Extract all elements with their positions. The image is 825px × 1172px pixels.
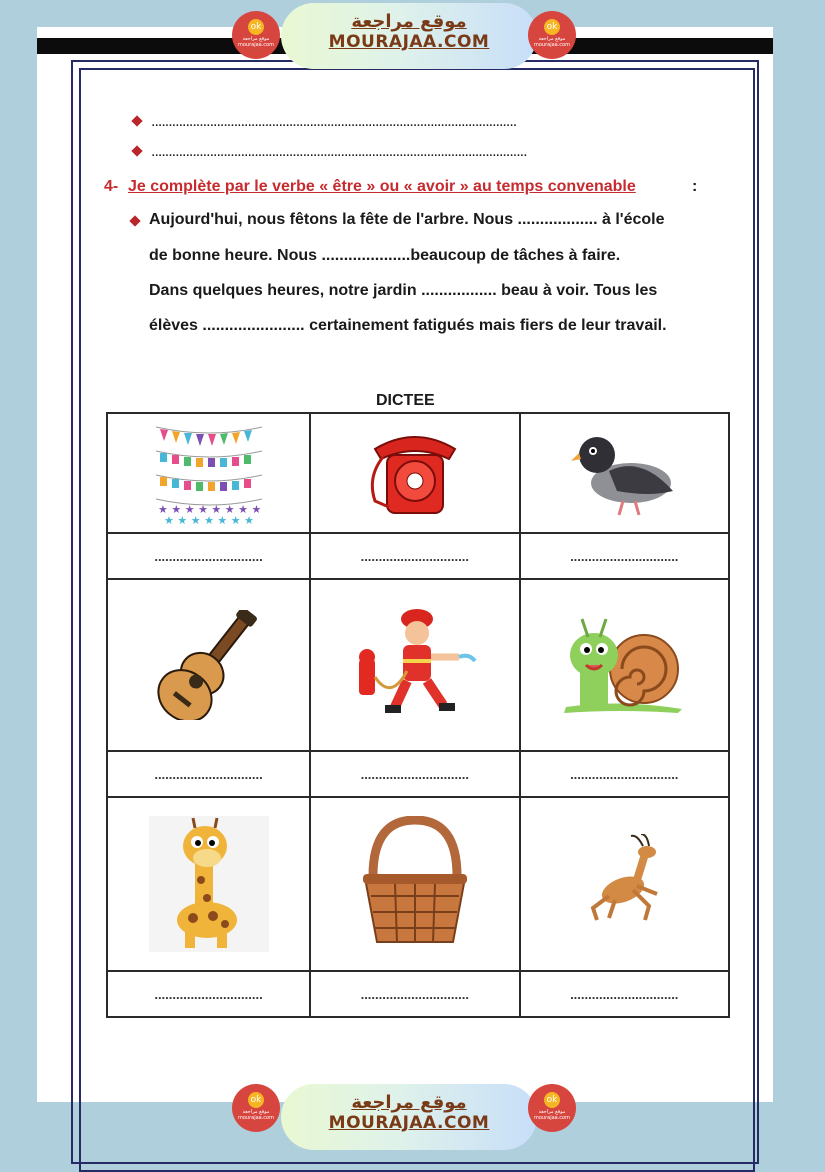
paragraph-line: élèves ....................... certainement fatigués mais fiers de leur travail. (149, 317, 667, 334)
answer-line-1: .......................................................................................................... (151, 113, 517, 130)
basket-icon (355, 816, 475, 952)
site-name-arabic: موقع مراجعة (351, 1092, 467, 1113)
answer-line-2: ............................................................................................................. (151, 143, 527, 160)
pigeon-icon (569, 425, 679, 521)
paragraph-line: Aujourd'hui, nous fêtons la fête de l'arbre. Nous .................. à l'école (149, 211, 665, 228)
guitar-icon (149, 610, 269, 720)
svg-text:★ ★ ★ ★ ★ ★ ★ ★: ★ ★ ★ ★ ★ ★ ★ ★ (157, 503, 261, 516)
telephone-icon (365, 427, 465, 519)
dictee-title: DICTEE (376, 392, 435, 409)
snail-icon (560, 613, 688, 717)
firefighter-icon (351, 601, 479, 729)
site-logo-icon: ok موقع مراجعة mourajaa.com (232, 11, 280, 59)
site-domain: MOURAJAA.COM (328, 1113, 490, 1133)
answer-blank: .............................. (107, 751, 310, 797)
bunting-flags-icon (154, 421, 264, 525)
question-number: 4- (104, 178, 119, 195)
site-name-arabic: موقع مراجعة (351, 11, 467, 32)
picture-cell (107, 797, 310, 971)
site-logo-icon: ok موقع مراجعة mourajaa.com (528, 11, 576, 59)
answer-blank: .............................. (107, 533, 310, 579)
svg-text:★ ★ ★ ★ ★ ★ ★: ★ ★ ★ ★ ★ ★ ★ (163, 514, 254, 525)
dictee-table (106, 412, 730, 1018)
paragraph-line: de bonne heure. Nous ....................beaucoup de tâches à faire. (149, 247, 621, 264)
gazelle-icon (579, 834, 669, 934)
answer-blank: .............................. (310, 751, 519, 797)
answer-blank: .............................. (520, 533, 730, 579)
picture-cell (107, 413, 310, 533)
picture-cell (107, 579, 310, 751)
picture-cell (310, 579, 519, 751)
question-instruction: Je complète par le verbe « être » ou « avoir » au temps convenable (128, 178, 636, 195)
site-domain: MOURAJAA.COM (328, 32, 490, 52)
site-logo-icon: ok موقع مراجعة mourajaa.com (528, 1084, 576, 1132)
picture-cell (520, 579, 730, 751)
picture-cell (520, 797, 730, 971)
answer-blank: .............................. (520, 971, 730, 1017)
answer-blank: .............................. (310, 971, 519, 1017)
giraffe-icon (147, 814, 271, 954)
site-logo-icon: ok موقع مراجعة mourajaa.com (232, 1084, 280, 1132)
site-badge[interactable] (281, 1084, 537, 1150)
answer-blank: .............................. (520, 751, 730, 797)
picture-cell (520, 413, 730, 533)
site-badge[interactable] (281, 3, 537, 69)
picture-cell (310, 797, 519, 971)
question-colon: : (692, 178, 698, 195)
answer-blank: .............................. (107, 971, 310, 1017)
picture-cell (310, 413, 519, 533)
answer-blank: .............................. (310, 533, 519, 579)
paragraph-line: Dans quelques heures, notre jardin ................. beau à voir. Tous les (149, 282, 658, 299)
